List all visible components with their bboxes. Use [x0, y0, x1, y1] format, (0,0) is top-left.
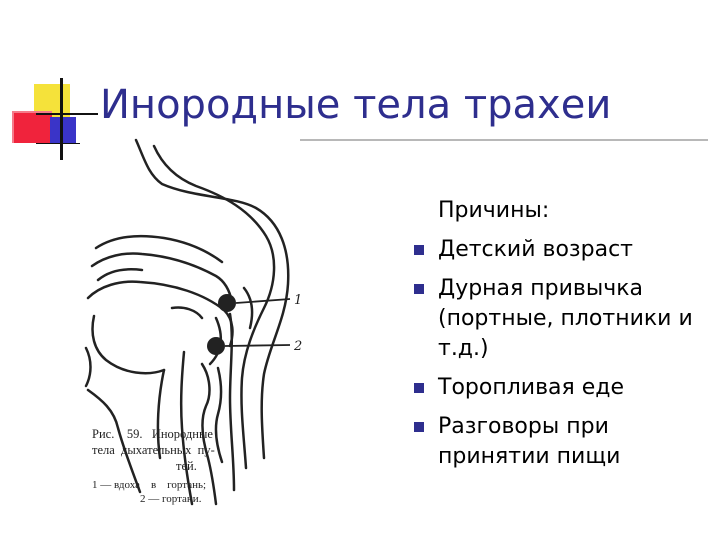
- figure-caption-line-5: 2 — гортани.: [140, 493, 202, 505]
- anatomy-figure: [84, 138, 320, 510]
- list-item-text: Детский возраст: [438, 237, 633, 262]
- reasons-block: [410, 196, 710, 481]
- square-bullet-icon: [414, 284, 424, 294]
- slide-title: Инородные тела трахеи: [100, 82, 612, 128]
- reasons-list: [410, 235, 710, 472]
- foreign-body-2: [207, 337, 225, 355]
- list-item-text: Торопливая еде: [438, 375, 625, 400]
- head-cross-section-illustration: [84, 138, 320, 510]
- decor-horizontal-line: [36, 113, 98, 115]
- figure-label-1: 1: [294, 293, 303, 308]
- title-underline: [300, 139, 708, 141]
- list-item: [410, 373, 710, 403]
- list-item: [410, 235, 710, 265]
- decor-vertical-line: [60, 78, 63, 160]
- list-item-text: Дурная привычка (портные, плотники и т.д.): [438, 276, 693, 361]
- figure-caption-line-1: Рис. 59. Инородные: [92, 427, 213, 441]
- square-bullet-icon: [414, 383, 424, 393]
- decor-horizontal-line-lower: [36, 143, 80, 144]
- figure-label-2: 2: [294, 339, 303, 354]
- figure-caption-line-3: тей.: [176, 459, 197, 473]
- list-item: [410, 274, 710, 364]
- square-bullet-icon: [414, 422, 424, 432]
- reasons-heading: Причины:: [438, 198, 550, 223]
- figure-caption-line-2: тела дыхательных пу-: [92, 443, 215, 457]
- list-item: [410, 412, 710, 472]
- decor-square-blue: [50, 117, 76, 143]
- list-item-text: Разговоры при принятии пищи: [438, 414, 621, 469]
- foreign-body-1: [218, 294, 236, 312]
- decor-square-red: [12, 111, 52, 143]
- square-bullet-icon: [414, 245, 424, 255]
- figure-caption-line-4: 1 — вдоха в гортань;: [92, 479, 207, 491]
